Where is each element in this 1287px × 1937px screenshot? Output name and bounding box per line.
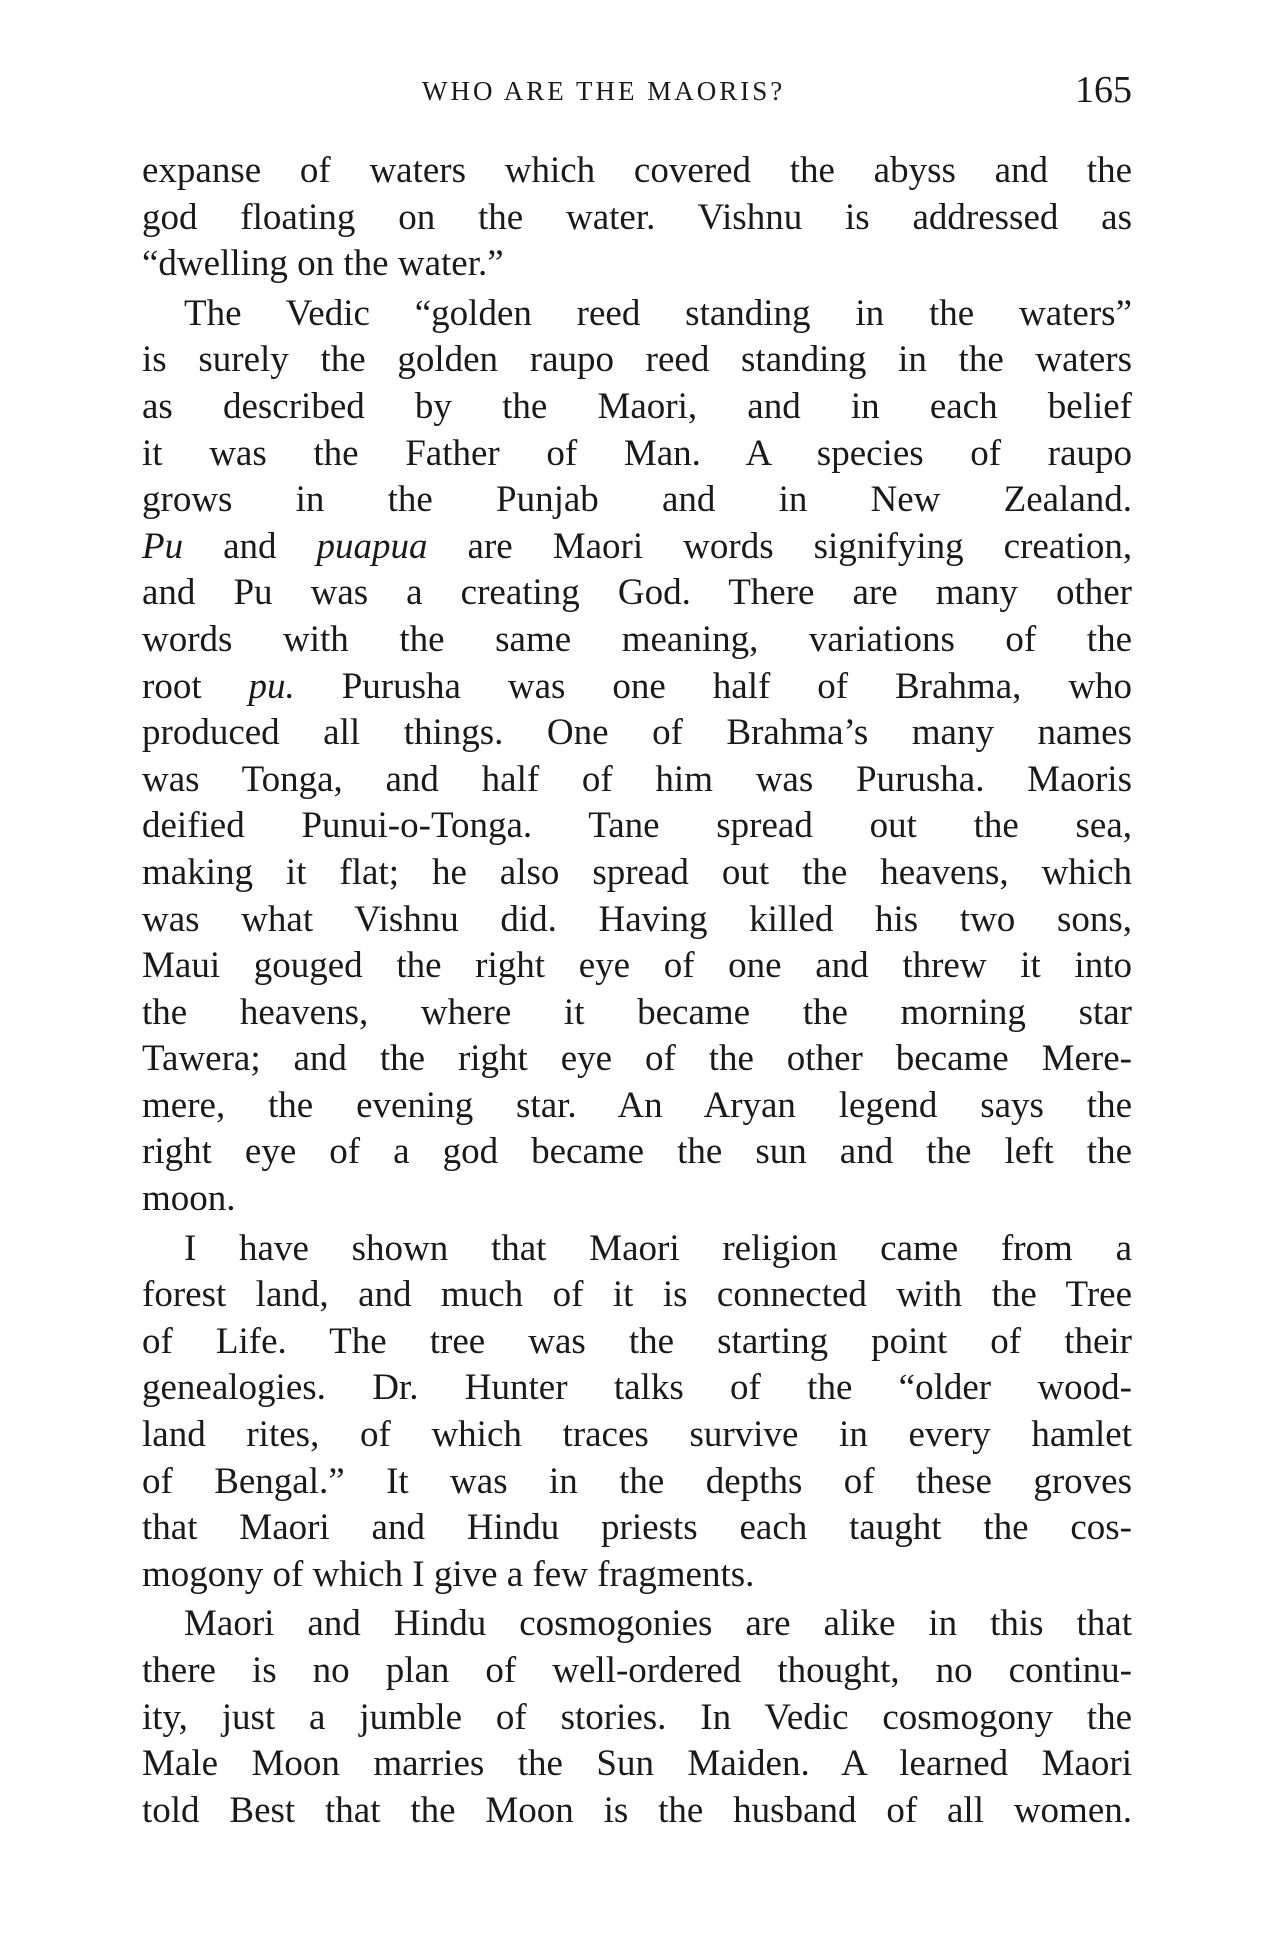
line-box: [142, 664, 1132, 711]
text-line: expanse of waters which covered the abyss and the: [142, 150, 1132, 191]
text-line: root pu. Purusha was one half of Brahma, who: [142, 665, 1133, 707]
text-line: and Pu was a creating God. There are many other: [142, 572, 1132, 614]
line-box: [142, 1083, 1132, 1130]
line-box: [142, 1741, 1132, 1788]
line-box: [142, 1319, 1132, 1366]
text-line: is surely the golden raupo reed standing in the waters: [142, 339, 1132, 381]
text-line: Male Moon marries the Sun Maiden. A learned Maori: [142, 1743, 1132, 1785]
text-line: mogony of which I give a few fragments.: [142, 1553, 755, 1595]
line-box: [142, 710, 1132, 757]
line-box: [142, 1272, 1132, 1319]
paragraph-2: [142, 291, 1132, 1223]
line-box: [142, 570, 1132, 617]
text-line: right eye of a god became the sun and the left the: [142, 1131, 1132, 1173]
line-box: [142, 1365, 1132, 1412]
text-line: moon.: [142, 1178, 236, 1220]
line-box: [142, 1505, 1132, 1552]
text-line: was Tonga, and half of him was Purusha. Maoris: [142, 758, 1132, 800]
line-box: [142, 1412, 1132, 1459]
line-box: [142, 195, 1132, 242]
line-box: [142, 943, 1132, 990]
text-line: of Bengal.” It was in the depths of these groves: [142, 1460, 1132, 1502]
text-line: land rites, of which traces survive in every hamlet: [142, 1414, 1132, 1456]
text-line: The Vedic “golden reed standing in the waters”: [184, 292, 1132, 334]
text-line: Maori and Hindu cosmogonies are alike in this that: [184, 1603, 1132, 1645]
text-line: genealogies. Dr. Hunter talks of the “older wood-: [142, 1367, 1132, 1409]
line-box: [142, 241, 1132, 288]
line-box: [142, 1129, 1132, 1176]
text-line: told Best that the Moon is the husband of all women.: [142, 1789, 1132, 1831]
line-box: [142, 1176, 1132, 1223]
text-line: grows in the Punjab and in New Zealand.: [142, 479, 1132, 521]
line-box: [142, 757, 1132, 804]
text-line: Maui gouged the right eye of one and threw it into: [142, 945, 1132, 987]
text-line: Tawera; and the right eye of the other became Mere-: [142, 1038, 1132, 1080]
body-text: [142, 148, 1132, 1834]
text-line: as described by the Maori, and in each belief: [142, 385, 1132, 427]
line-box: [142, 850, 1132, 897]
text-line: Pu and puapua are Maori words signifying creation,: [142, 525, 1133, 567]
line-box: [142, 477, 1132, 524]
text-line: deified Punui-o-Tonga. Tane spread out the sea,: [142, 805, 1132, 847]
text-line: there is no plan of well-ordered thought, no continu-: [142, 1650, 1132, 1691]
text-line: forest land, and much of it is connected with the Tree: [142, 1274, 1132, 1316]
line-box: [142, 803, 1132, 850]
text-line: the heavens, where it became the morning star: [142, 991, 1132, 1033]
text-line: of Life. The tree was the starting point of their: [142, 1320, 1132, 1362]
text-line: “dwelling on the water.”: [142, 243, 504, 285]
line-box: [142, 524, 1132, 571]
line-box: [142, 990, 1132, 1037]
page-number: 165: [1075, 69, 1132, 111]
line-box: [142, 1552, 1132, 1599]
line-box: [142, 291, 1132, 338]
text-line: ity, just a jumble of stories. In Vedic cosmogony the: [142, 1696, 1132, 1738]
line-box: [142, 617, 1132, 664]
running-title: WHO ARE THE MAORIS?: [422, 76, 786, 106]
text-line: it was the Father of Man. A species of raupo: [142, 432, 1132, 474]
line-box: [142, 1036, 1132, 1083]
line-box: [142, 337, 1132, 384]
text-line: that Maori and Hindu priests each taught the cos-: [142, 1507, 1132, 1549]
line-box: [142, 1648, 1132, 1695]
text-line: I have shown that Maori religion came from a: [184, 1227, 1132, 1269]
text-line: produced all things. One of Brahma’s many names: [142, 712, 1132, 754]
line-box: [142, 897, 1132, 944]
line-box: [142, 1695, 1132, 1742]
line-box: [142, 148, 1132, 195]
text-line: mere, the evening star. An Aryan legend says the: [142, 1084, 1132, 1126]
text-line: words with the same meaning, variations of the: [142, 618, 1132, 660]
running-head: [142, 68, 1132, 118]
text-line: was what Vishnu did. Having killed his two sons,: [142, 898, 1132, 940]
text-line: making it flat; he also spread out the heavens, which: [142, 851, 1132, 893]
paragraph-3: [142, 1226, 1132, 1599]
line-box: [142, 1601, 1132, 1648]
line-box: [142, 431, 1132, 478]
line-box: [142, 384, 1132, 431]
paragraph-1: [142, 148, 1132, 288]
line-box: [142, 1226, 1132, 1273]
line-box: [142, 1788, 1132, 1835]
text-line: god floating on the water. Vishnu is addressed as: [142, 196, 1132, 238]
line-box: [142, 1459, 1132, 1506]
paragraph-4: [142, 1601, 1132, 1834]
